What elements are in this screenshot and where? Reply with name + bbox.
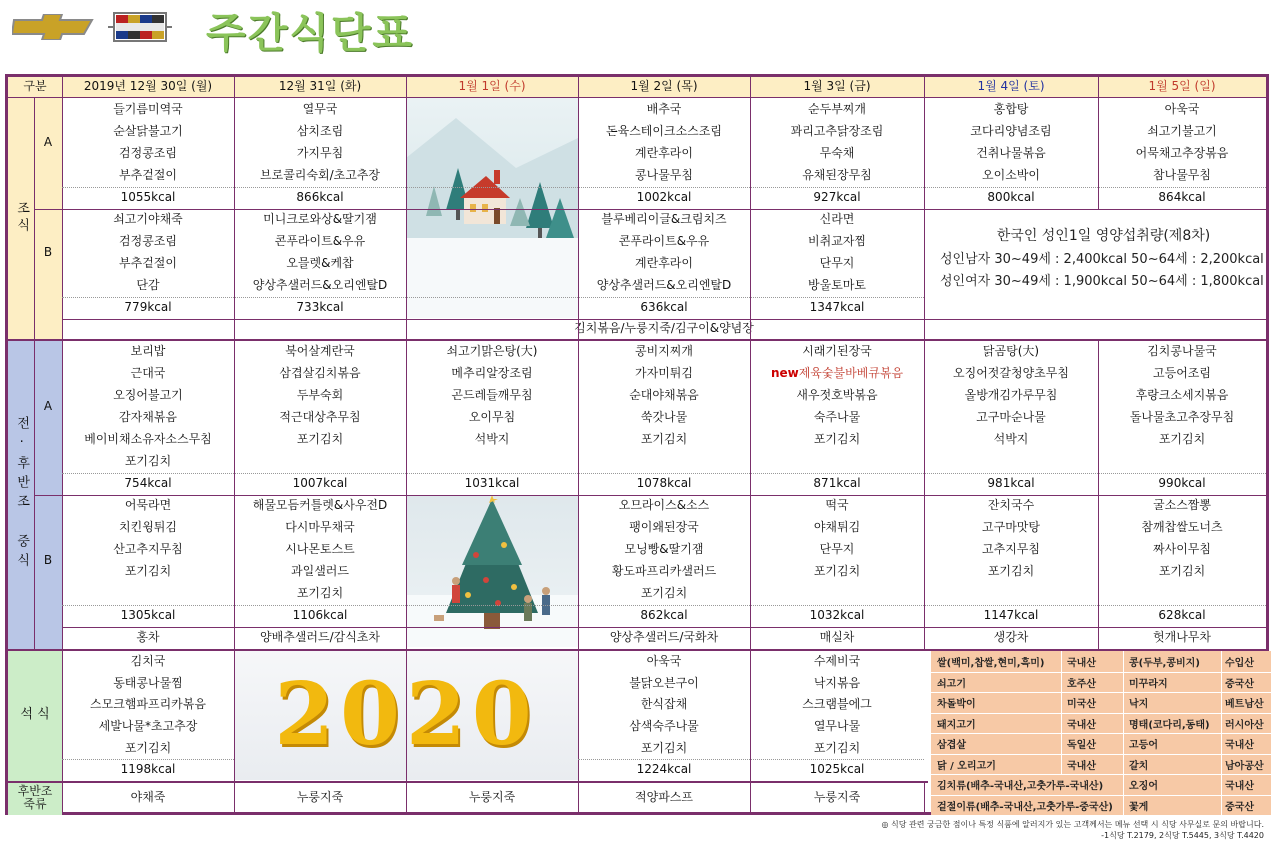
kcal-value: 1055kcal xyxy=(120,190,176,205)
menu-item: 굴소스짬뽕 xyxy=(1153,498,1211,513)
menu-item: 포기김치 xyxy=(813,564,861,579)
kcal-value: 733kcal xyxy=(296,300,344,315)
origin-country: 러시아산 xyxy=(1225,719,1264,731)
menu-item: 북어살계란국 xyxy=(285,344,355,359)
menu-item: 돌나물초고추장무침 xyxy=(1129,410,1235,425)
menu-item: 양상추샐러드&오리엔탈D xyxy=(252,278,388,293)
menu-item: 닭곰탕(大) xyxy=(982,344,1040,359)
kcal-value: 866kcal xyxy=(296,190,344,205)
origin-item: 고등어 xyxy=(1129,739,1158,751)
menu-item: 시나몬토스트 xyxy=(285,542,355,557)
breakfast-a-thu xyxy=(578,99,750,187)
menu-item: 포기김치 xyxy=(124,564,172,579)
drink-item: 헛개나무차 xyxy=(1153,630,1211,645)
drink-item: 매실차 xyxy=(819,630,855,645)
kcal-value: 1078kcal xyxy=(636,476,692,491)
menu-item: 홍합탕 xyxy=(993,102,1029,117)
dinner-fri xyxy=(750,651,924,759)
menu-item: 방울토마토 xyxy=(808,278,866,293)
lunch-b-tue xyxy=(234,495,406,605)
menu-item: 야채튀김 xyxy=(813,520,861,535)
menu-item: 브로콜리숙회/초고추장 xyxy=(260,168,380,183)
menu-item: 떡국 xyxy=(825,498,849,513)
menu-item: 단무지 xyxy=(819,542,855,557)
breakfast-b-fri xyxy=(750,209,924,297)
menu-item: 해물모듬커틀렛&사우전D xyxy=(252,498,388,513)
kcal-value: 990kcal xyxy=(1158,476,1206,491)
kcal-value: 864kcal xyxy=(1158,190,1206,205)
menu-item: 아욱국 xyxy=(1164,102,1200,117)
origin-item: 콩(두부,콩비지) xyxy=(1129,657,1200,669)
lunch-a-tue xyxy=(234,341,406,451)
new-badge: new xyxy=(770,366,799,381)
lunch-b-sun xyxy=(1098,495,1266,583)
menu-item: 한식잡채 xyxy=(640,697,688,712)
menu-item: 포기김치 xyxy=(640,740,688,755)
menu-item: 블루베리이글&크림치즈 xyxy=(601,212,727,227)
lunch-a-mon xyxy=(62,341,234,473)
menu-item: 수제비국 xyxy=(813,654,861,669)
origin-item: 쇠고기 xyxy=(937,678,966,690)
day-header-thu: 1월 2일 (목) xyxy=(578,77,750,97)
menu-item: 어묵라면 xyxy=(124,498,172,513)
menu-item: 부추겉절이 xyxy=(119,256,177,271)
menu-item: 석박지 xyxy=(993,432,1029,447)
menu-item: 순살닭불고기 xyxy=(113,124,183,139)
lunch-label: 전·후반조 중식 xyxy=(14,416,30,572)
day-header-wed: 1월 1일 (수) xyxy=(406,77,578,97)
menu-item: 포기김치 xyxy=(813,432,861,447)
menu-item: 오징어불고기 xyxy=(113,388,183,403)
kcal-value: 1347kcal xyxy=(809,300,865,315)
origin-country: 중국산 xyxy=(1225,678,1254,690)
breakfast-a-tue xyxy=(234,99,406,187)
menu-item: 단무지 xyxy=(819,256,855,271)
lunch-a-sat xyxy=(924,341,1098,451)
lunch-a-fri xyxy=(750,341,924,451)
menu-item: 포기김치 xyxy=(296,432,344,447)
drink-item: 양배추샐러드/감식초차 xyxy=(260,630,380,645)
kcal-value: 1147kcal xyxy=(983,608,1039,623)
origin-row-divider xyxy=(931,733,1271,734)
menu-item: 비취교자찜 xyxy=(808,234,866,249)
menu-item: 근대국 xyxy=(130,366,166,381)
kcal-value: 1224kcal xyxy=(636,762,692,777)
menu-item: 쑥갓나물 xyxy=(640,410,688,425)
drink-item: 생강차 xyxy=(993,630,1029,645)
kcal-value: 1198kcal xyxy=(120,762,176,777)
menu-item: 포기김치 xyxy=(640,432,688,447)
menu-item: 참나물무침 xyxy=(1153,168,1211,183)
menu-item: 배추국 xyxy=(646,102,682,117)
menu-item: 열무나물 xyxy=(813,718,861,733)
menu-item: 코다리양념조림 xyxy=(970,124,1052,139)
nutrition-male: 성인남자 30~49세 : 2,400kcal 50~64세 : 2,200kcal xyxy=(940,251,1264,267)
menu-item: 감자채볶음 xyxy=(119,410,177,425)
menu-item: 신라면 xyxy=(819,212,855,227)
menu-item: 과일샐러드 xyxy=(291,564,349,579)
menu-item: 쇠고기불고기 xyxy=(1147,124,1217,139)
menu-item: 세발나물*초고추장 xyxy=(98,718,198,733)
menu-item: 포기김치 xyxy=(640,586,688,601)
lunch-a-sun xyxy=(1098,341,1266,451)
menu-item: 올방개김가루무침 xyxy=(964,388,1058,403)
kcal-value: 754kcal xyxy=(124,476,172,491)
page-title: 주간식단표 xyxy=(206,9,415,57)
menu-item: 계란후라이 xyxy=(635,146,693,161)
menu-item: 양상추샐러드&오리엔탈D xyxy=(596,278,732,293)
menu-item: 두부숙회 xyxy=(296,388,344,403)
kcal-value: 1031kcal xyxy=(464,476,520,491)
kcal-value: 1305kcal xyxy=(120,608,176,623)
menu-item: 후랑크소세지볶음 xyxy=(1135,388,1229,403)
origin-country: 호주산 xyxy=(1067,678,1096,690)
menu-item: 포기김치 xyxy=(296,586,344,601)
menu-item: 김치국 xyxy=(130,654,166,669)
origin-row-divider xyxy=(931,754,1271,755)
origin-country: 남아공산 xyxy=(1225,760,1264,772)
menu-item: 어묵채고추장볶음 xyxy=(1135,146,1229,161)
breakfast-a-sat xyxy=(924,99,1098,187)
menu-item: 오이소박이 xyxy=(982,168,1040,183)
menu-item: 삼색숙주나물 xyxy=(629,718,699,733)
menu-item: 콩비지찌개 xyxy=(635,344,693,359)
menu-item: 잔치국수 xyxy=(987,498,1035,513)
origin-row-divider xyxy=(931,713,1271,714)
menu-item: 무숙채 xyxy=(819,146,855,161)
menu-item: 삼겹살김치볶음 xyxy=(279,366,361,381)
origin-item: 겉절이류(배추-국내산,고춧가루-중국산) xyxy=(937,801,1113,813)
origin-country: 미국산 xyxy=(1067,698,1096,710)
origin-table xyxy=(931,651,1271,815)
menu-item: 포기김치 xyxy=(124,454,172,469)
lunch-b-fri xyxy=(750,495,924,583)
day-header-sun: 1월 5일 (일) xyxy=(1098,77,1266,97)
kcal-value: 1032kcal xyxy=(809,608,865,623)
menu-item: 포기김치 xyxy=(124,740,172,755)
nutrition-title: 한국인 성인1일 영양섭취량(제8차) xyxy=(996,228,1211,244)
menu-item: 낙지볶음 xyxy=(813,675,861,690)
menu-item: 아욱국 xyxy=(646,654,682,669)
menu-item: 가자미튀김 xyxy=(635,366,693,381)
winter-house-illustration xyxy=(406,98,578,318)
lunch-b-mon xyxy=(62,495,234,583)
menu-item: 삼치조림 xyxy=(296,124,344,139)
origin-country: 국내산 xyxy=(1067,657,1096,669)
dinner-label: 석 식 xyxy=(20,706,50,722)
menu-item: 단감 xyxy=(136,278,160,293)
menu-item: 새우젓호박볶음 xyxy=(796,388,878,403)
origin-item: 명태(코다리,동태) xyxy=(1129,719,1210,731)
day-header-mon: 2019년 12월 30일 (월) xyxy=(62,77,234,97)
origin-country: 국내산 xyxy=(1225,739,1254,751)
origin-item: 김치류(배추-국내산,고춧가루-국내산) xyxy=(937,780,1104,792)
origin-col-divider xyxy=(1123,651,1124,815)
day-header-sat: 1월 4일 (토) xyxy=(924,77,1098,97)
breakfast-a-sun xyxy=(1098,99,1266,187)
breakfast-a-fri xyxy=(750,99,924,187)
origin-country: 중국산 xyxy=(1225,801,1254,813)
lunch-b-sat xyxy=(924,495,1098,583)
origin-item: 꽃게 xyxy=(1129,801,1149,813)
porridge-label: 후반조 죽류 xyxy=(17,783,53,811)
origin-country: 수입산 xyxy=(1225,657,1254,669)
origin-item: 돼지고기 xyxy=(937,719,976,731)
menu-item: 참깨찹쌀도너츠 xyxy=(1141,520,1223,535)
menu-item: 포기김치 xyxy=(1158,564,1206,579)
year-ribbon-text: 2020 xyxy=(274,664,538,765)
origin-row-divider xyxy=(931,672,1271,673)
origin-item: 차돌박이 xyxy=(937,698,976,710)
menu-item: 들기름미역국 xyxy=(113,102,183,117)
footer-notice: ◎ 식당 관련 궁금한 점이나 특정 식품에 알러지가 있는 고객께서는 메뉴 선택 시 식당 사무실로 문의 바랍니다. xyxy=(881,820,1264,829)
menu-item: 곤드레들깨무침 xyxy=(451,388,533,403)
drink-item: 양상추샐러드/국화차 xyxy=(609,630,719,645)
menu-item: 적근대상추무침 xyxy=(279,410,361,425)
menu-item: 고구마맛탕 xyxy=(982,520,1040,535)
origin-item: 삼겹살 xyxy=(937,739,966,751)
menu-item: 베이비채소유자소스무침 xyxy=(84,432,212,447)
origin-col-divider xyxy=(1221,651,1222,815)
lunch-a-thu xyxy=(578,341,750,451)
kcal-value: 1007kcal xyxy=(292,476,348,491)
day-header-tue: 12월 31일 (화) xyxy=(234,77,406,97)
kcal-value: 927kcal xyxy=(813,190,861,205)
menu-item: 부추겉절이 xyxy=(119,168,177,183)
menu-item: 콩나물무침 xyxy=(635,168,693,183)
menu-item: 산고추지무침 xyxy=(113,542,183,557)
menu-item: 오믈렛&케찹 xyxy=(286,256,354,271)
breakfast-b-mon xyxy=(62,209,234,297)
menu-item: 포기김치 xyxy=(1158,432,1206,447)
origin-item: 갈치 xyxy=(1129,760,1149,772)
lunch-b-label: B xyxy=(43,553,53,568)
breakfast-b-thu xyxy=(578,209,750,297)
menu-item: 포기김치 xyxy=(987,564,1035,579)
menu-item: 스모크햄파프리카볶음 xyxy=(90,697,206,712)
menu-item-new xyxy=(771,367,903,380)
porridge-item: 누룽지죽 xyxy=(468,790,516,805)
kcal-value: 862kcal xyxy=(640,608,688,623)
menu-item: 치킨윙튀김 xyxy=(119,520,177,535)
menu-item: 검정콩조림 xyxy=(119,234,177,249)
kcal-value: 871kcal xyxy=(813,476,861,491)
menu-item: 오므라이스&소스 xyxy=(618,498,710,513)
menu-item: 숙주나물 xyxy=(813,410,861,425)
breakfast-common: 김치볶음/누룽지죽/김구이&양념장 xyxy=(574,321,754,336)
menu-item: 메추리알장조림 xyxy=(451,366,533,381)
menu-item: 황도파프리카샐러드 xyxy=(611,564,717,579)
menu-item: 고추지무침 xyxy=(982,542,1040,557)
menu-item: 포기김치 xyxy=(813,740,861,755)
lunch-a-label: A xyxy=(43,399,53,414)
menu-item: 계란후라이 xyxy=(635,256,693,271)
new-item-name: 제육숯불바베큐볶음 xyxy=(798,366,904,381)
kcal-value: 628kcal xyxy=(1158,608,1206,623)
cadillac-logo xyxy=(108,10,172,44)
breakfast-label: 조식 xyxy=(14,201,30,235)
menu-item: 쇠고기맑은탕(大) xyxy=(446,344,538,359)
origin-item: 닭 / 오리고기 xyxy=(937,760,996,772)
menu-item: 동태콩나물찜 xyxy=(113,675,183,690)
nutrition-info xyxy=(936,225,1271,303)
menu-item: 시래기된장국 xyxy=(802,344,872,359)
menu-item: 미니크로와상&딸기잼 xyxy=(263,212,377,227)
menu-item: 유채된장무침 xyxy=(802,168,872,183)
origin-country: 국내산 xyxy=(1225,780,1254,792)
menu-item: 콘푸라이트&우유 xyxy=(274,234,366,249)
menu-item: 고구마순나물 xyxy=(976,410,1046,425)
menu-item: 오이무침 xyxy=(468,410,516,425)
menu-item: 돈육스테이크소스조림 xyxy=(606,124,722,139)
menu-item: 열무국 xyxy=(302,102,338,117)
menu-item: 쇠고기야채죽 xyxy=(113,212,183,227)
dinner-thu xyxy=(578,651,750,759)
origin-row-divider xyxy=(931,692,1271,693)
kcal-value: 981kcal xyxy=(987,476,1035,491)
menu-item: 오징어젓갈청양초무침 xyxy=(953,366,1069,381)
menu-item: 스크램블에그 xyxy=(802,697,872,712)
origin-country: 국내산 xyxy=(1067,719,1096,731)
porridge-item: 누룽지죽 xyxy=(296,790,344,805)
lunch-a-wed xyxy=(406,341,578,451)
menu-item: 꽈리고추닭장조림 xyxy=(790,124,884,139)
origin-country: 국내산 xyxy=(1067,760,1096,772)
origin-item: 쌀(백미,찹쌀,현미,흑미) xyxy=(937,657,1045,669)
menu-item: 다시마무채국 xyxy=(285,520,355,535)
kcal-value: 779kcal xyxy=(124,300,172,315)
weekly-menu-table xyxy=(5,74,1269,815)
page-header xyxy=(0,0,1274,72)
christmas-tree-illustration xyxy=(406,495,578,647)
origin-col-divider xyxy=(1061,651,1062,774)
menu-item: 순대야채볶음 xyxy=(629,388,699,403)
menu-item: 건취나물볶음 xyxy=(976,146,1046,161)
menu-item: 불닭오븐구이 xyxy=(629,675,699,690)
origin-row-divider xyxy=(931,795,1271,796)
menu-item: 고등어조림 xyxy=(1153,366,1211,381)
kcal-value: 800kcal xyxy=(987,190,1035,205)
kcal-value: 1025kcal xyxy=(809,762,865,777)
day-header-fri: 1월 3일 (금) xyxy=(750,77,924,97)
menu-item: 모닝빵&딸기잼 xyxy=(624,542,704,557)
kcal-value: 636kcal xyxy=(640,300,688,315)
chevrolet-logo xyxy=(12,14,94,40)
drink-item: 홍차 xyxy=(136,630,160,645)
porridge-item: 누룽지죽 xyxy=(813,790,861,805)
breakfast-b-label: B xyxy=(43,245,53,260)
breakfast-a-mon xyxy=(62,99,234,187)
porridge-item: 적양파스프 xyxy=(635,790,693,805)
dinner-mon xyxy=(62,651,234,759)
menu-item: 석박지 xyxy=(474,432,510,447)
menu-item: 가지무침 xyxy=(296,146,344,161)
footer-phone: -1식당 T.2179, 2식당 T.5445, 3식당 T.4420 xyxy=(1101,831,1264,840)
menu-item: 김치콩나물국 xyxy=(1147,344,1217,359)
breakfast-b-tue xyxy=(234,209,406,297)
menu-item: 콘푸라이트&우유 xyxy=(618,234,710,249)
menu-item: 짜사이무침 xyxy=(1153,542,1211,557)
menu-item: 순두부찌개 xyxy=(808,102,866,117)
origin-item: 오징어 xyxy=(1129,780,1158,792)
origin-country: 독일산 xyxy=(1067,739,1096,751)
breakfast-a-label: A xyxy=(43,135,53,150)
origin-item: 미꾸라지 xyxy=(1129,678,1168,690)
origin-item: 낙지 xyxy=(1129,698,1149,710)
menu-item: 보리밥 xyxy=(130,344,166,359)
kcal-value: 1002kcal xyxy=(636,190,692,205)
porridge-item: 야채죽 xyxy=(130,790,166,805)
menu-item: 검정콩조림 xyxy=(119,146,177,161)
header-label: 구분 xyxy=(8,77,62,97)
kcal-value: 1106kcal xyxy=(292,608,348,623)
lunch-b-thu xyxy=(578,495,750,605)
origin-country: 베트남산 xyxy=(1225,698,1264,710)
nutrition-female: 성인여자 30~49세 : 1,900kcal 50~64세 : 1,800kcal xyxy=(940,273,1264,289)
origin-row-divider xyxy=(931,774,1271,775)
menu-item: 팽이왜된장국 xyxy=(629,520,699,535)
